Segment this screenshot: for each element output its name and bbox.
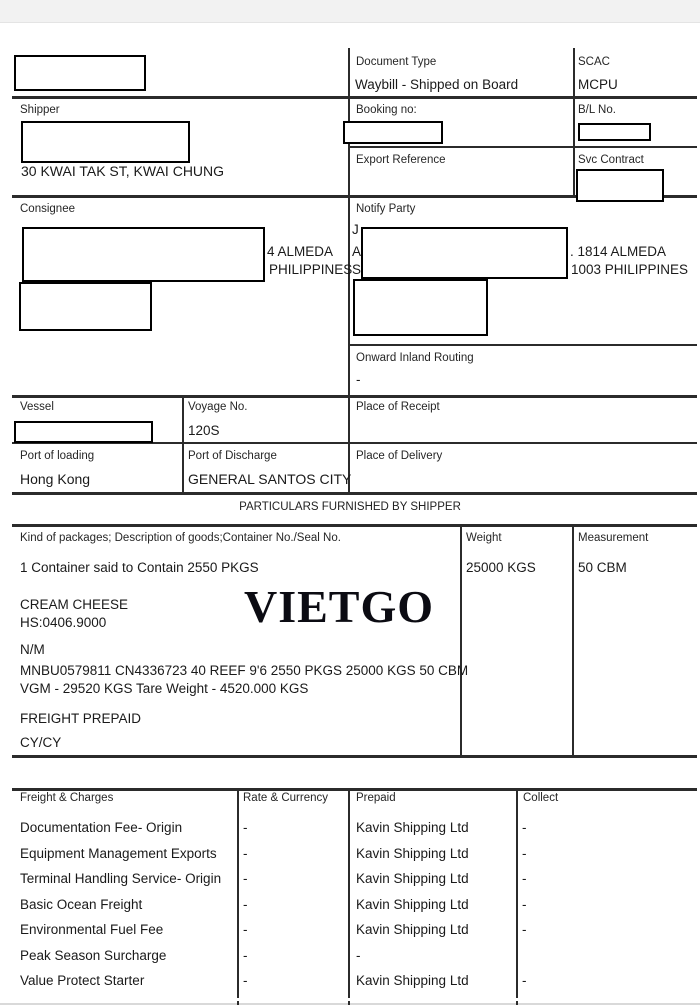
freight-charges-header: Freight & Charges: [20, 792, 114, 804]
shipper-label: Shipper: [20, 104, 60, 116]
notify-fragment-s: S: [352, 262, 362, 277]
measurement-label: Measurement: [578, 532, 649, 544]
divider-vessel-voyage: [182, 396, 184, 493]
measurement-value: 50 CBM: [578, 560, 627, 575]
freight-row-collect: -: [522, 973, 527, 988]
freight-row-collect: -: [522, 820, 527, 835]
redaction-box-notify-2: [353, 279, 488, 336]
divider-goods-bottom: [12, 755, 697, 758]
goods-line-hs-code: HS:0406.9000: [20, 615, 107, 630]
consignee-fragment-almeda: 4 ALMEDA: [267, 244, 334, 259]
freight-row-name: Documentation Fee- Origin: [20, 820, 183, 835]
vietgo-watermark: VIETGO: [243, 581, 435, 632]
divider-ports-bottom: [12, 492, 697, 495]
notify-fragment-philippines: 1003 PHILIPPINES: [571, 262, 689, 277]
freight-row-prepaid: Kavin Shipping Ltd: [356, 820, 469, 835]
freight-row-rate: -: [243, 846, 248, 861]
redaction-box-consignee-2: [19, 282, 152, 331]
divider-prepaid-collect: [516, 789, 518, 998]
redaction-box-logo: [14, 55, 146, 91]
port-of-discharge-value: GENERAL SANTOS CITY: [188, 471, 352, 487]
notify-fragment-j: J: [352, 222, 359, 237]
place-of-receipt-label: Place of Receipt: [356, 401, 440, 413]
freight-row-rate: -: [243, 820, 248, 835]
freight-row-prepaid: Kavin Shipping Ltd: [356, 871, 469, 886]
freight-row-collect: -: [522, 922, 527, 937]
divider-freight-top: [12, 788, 697, 791]
freight-row-rate: -: [243, 948, 248, 963]
freight-row-prepaid: Kavin Shipping Ltd: [356, 922, 469, 937]
port-of-discharge-label: Port of Discharge: [188, 450, 277, 462]
collect-header: Collect: [523, 792, 559, 804]
freight-row-rate: -: [243, 922, 248, 937]
divider-goods-top: [12, 524, 697, 527]
divider-notify-bottom: [348, 344, 697, 346]
page-bottom-edge: [0, 1003, 700, 1005]
freight-row-rate: -: [243, 871, 248, 886]
divider-goods-weight: [460, 525, 462, 756]
freight-row-collect: -: [522, 871, 527, 886]
redaction-box-consignee-1: [22, 227, 265, 282]
freight-row-name: Basic Ocean Freight: [20, 897, 143, 912]
particulars-banner: PARTICULARS FURNISHED BY SHIPPER: [239, 501, 461, 513]
freight-row-prepaid: Kavin Shipping Ltd: [356, 846, 469, 861]
redaction-box-svc-contract: [576, 169, 664, 202]
redaction-box-shipper: [21, 121, 190, 163]
divider-booking-bottom: [348, 146, 697, 148]
divider-consignee-bottom: [12, 395, 697, 398]
freight-row-rate: -: [243, 973, 248, 988]
goods-line-marks: N/M: [20, 642, 45, 657]
divider-doctype-bottom: [12, 96, 697, 99]
freight-row-rate: -: [243, 897, 248, 912]
redaction-box-notify-1: [361, 227, 568, 279]
goods-line-cycy: CY/CY: [20, 735, 62, 750]
weight-value: 25000 KGS: [466, 560, 536, 575]
packages-description-label: Kind of packages; Description of goods;Container No./Seal No.: [20, 532, 341, 544]
shipper-address: 30 KWAI TAK ST, KWAI CHUNG: [21, 163, 225, 179]
freight-row-prepaid: Kavin Shipping Ltd: [356, 973, 469, 988]
freight-row-collect: -: [522, 846, 527, 861]
freight-row-name: Environmental Fuel Fee: [20, 922, 164, 937]
place-of-delivery-label: Place of Delivery: [356, 450, 443, 462]
freight-row-collect: -: [522, 897, 527, 912]
prepaid-header: Prepaid: [356, 792, 396, 804]
consignee-fragment-philippines: PHILIPPINES: [269, 262, 353, 277]
redaction-box-bl-no: [578, 123, 651, 141]
goods-line-container: 1 Container said to Contain 2550 PKGS: [20, 560, 259, 575]
divider-consignee-notify: [348, 196, 350, 396]
goods-line-freight-prepaid: FREIGHT PREPAID: [20, 711, 142, 726]
divider-stub-3: [516, 1001, 518, 1005]
svc-contract-label: Svc Contract: [578, 154, 644, 166]
redaction-box-vessel: [14, 421, 153, 443]
vessel-label: Vessel: [20, 401, 54, 413]
voyage-no-label: Voyage No.: [188, 401, 248, 413]
freight-row-prepaid: -: [356, 948, 361, 963]
freight-row-name: Terminal Handling Service- Origin: [20, 871, 222, 886]
freight-row-prepaid: Kavin Shipping Ltd: [356, 897, 469, 912]
onward-routing-label: Onward Inland Routing: [356, 352, 474, 364]
top-bar: [0, 0, 700, 23]
notify-fragment-a: A: [352, 244, 362, 259]
onward-routing-value: -: [356, 372, 361, 387]
freight-row-name: Value Protect Starter: [20, 973, 145, 988]
goods-line-vgm: VGM - 29520 KGS Tare Weight - 4520.000 KGS: [20, 681, 309, 696]
consignee-label: Consignee: [20, 203, 75, 215]
notify-fragment-almeda: . 1814 ALMEDA: [570, 244, 667, 259]
divider-freight-rate: [237, 789, 239, 998]
port-of-loading-value: Hong Kong: [20, 471, 91, 487]
freight-row-name: Peak Season Surcharge: [20, 948, 167, 963]
weight-label: Weight: [466, 532, 502, 544]
redaction-box-booking-no: [343, 121, 443, 144]
notify-party-label: Notify Party: [356, 203, 416, 215]
divider-stub-2: [348, 1001, 350, 1005]
divider-rate-prepaid: [348, 789, 350, 998]
document-type-label: Document Type: [356, 56, 437, 68]
bl-no-label: B/L No.: [578, 104, 616, 116]
scac-value: MCPU: [578, 77, 618, 92]
document-type-value: Waybill - Shipped on Board: [355, 77, 519, 92]
goods-line-commodity: CREAM CHEESE: [20, 597, 129, 612]
divider-stub-1: [237, 1001, 239, 1005]
divider-col-right-top: [573, 48, 575, 196]
scac-label: SCAC: [578, 56, 610, 68]
rate-currency-header: Rate & Currency: [243, 792, 329, 804]
freight-row-name: Equipment Management Exports: [20, 846, 217, 861]
booking-no-label: Booking no:: [356, 104, 417, 116]
port-of-loading-label: Port of loading: [20, 450, 95, 462]
goods-line-container-detail: MNBU0579811 CN4336723 40 REEF 9'6 2550 PKGS 25000 KGS 50 CBM: [20, 663, 469, 678]
voyage-no-value: 120S: [188, 423, 220, 438]
export-reference-label: Export Reference: [356, 154, 446, 166]
divider-weight-measurement: [572, 525, 574, 756]
